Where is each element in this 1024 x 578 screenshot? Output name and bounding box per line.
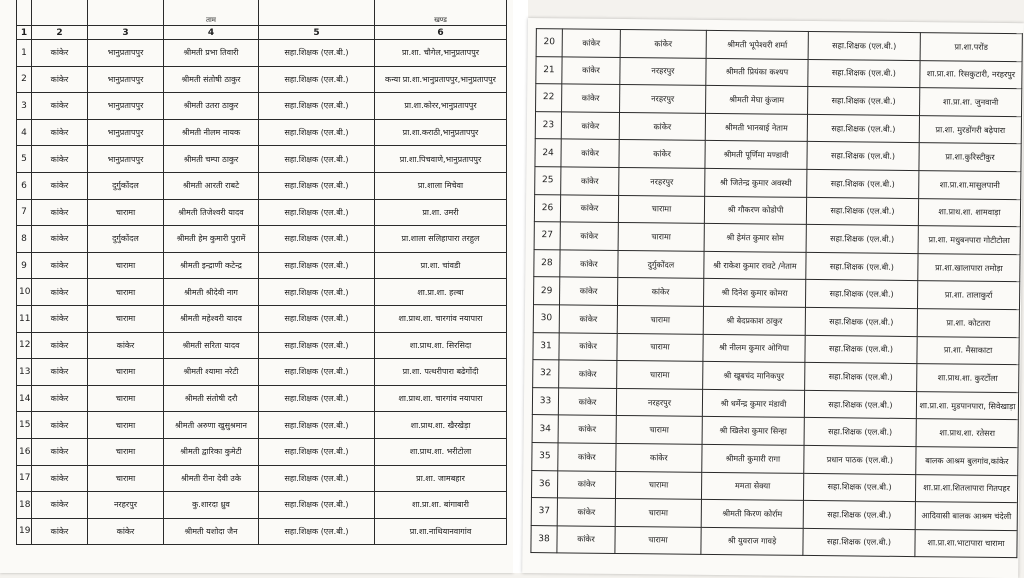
serial-number-cell: 25	[535, 167, 561, 195]
table-row	[17, 438, 507, 465]
table-row	[17, 492, 507, 519]
serial-number-cell: 24	[535, 139, 561, 167]
teacher-name-cell: श्रीमती हेम कुमारी पुरामें	[164, 226, 259, 253]
serial-number-cell: 1	[17, 40, 32, 67]
serial-number-cell: 7	[17, 199, 32, 226]
school-cell: प्रा.शा.खालापारा तमोड़ा	[918, 253, 1020, 282]
block-cell: चारामा	[617, 361, 703, 389]
post-cell: सहा.शिक्षक (एल.बी.)	[259, 518, 375, 545]
school-cell: प्रा.शा. जामबहार	[375, 465, 507, 492]
block-cell: चारामा	[88, 359, 164, 386]
block-cell: चारामा	[617, 333, 703, 361]
serial-number-cell: 19	[17, 518, 32, 545]
table-row	[17, 305, 507, 332]
block-cell: भानुप्रतापपुर	[88, 66, 164, 93]
header-fragment-col6: खण्ड	[375, 0, 507, 26]
teacher-name-cell: श्रीमती रीना देवी उके	[164, 465, 259, 492]
school-cell: प्रा.शा. मैसाकाटा	[917, 336, 1019, 365]
teacher-name-cell: श्रीमती उतरा ठाकुर	[164, 93, 259, 120]
serial-number-cell: 18	[17, 492, 32, 519]
school-cell: प्रा.शा.कुरिस्टीकुर	[919, 143, 1021, 172]
district-cell: कांकेर	[557, 526, 615, 554]
teacher-name-cell: श्रीमती किरण कोर्राम	[701, 499, 803, 528]
district-cell: कांकेर	[32, 40, 88, 67]
block-cell: कांकेर	[619, 140, 705, 168]
post-cell: सहा.शिक्षक (एल.बी.)	[259, 465, 375, 492]
serial-number-cell: 4	[17, 119, 32, 146]
table-row	[17, 119, 507, 146]
school-cell: शा.प्राथ.शा. सिरसिदा	[375, 332, 507, 359]
post-cell: सहा.शिक्षक (एल.बी.)	[807, 142, 919, 171]
post-cell: सहा.शिक्षक (एल.बी.)	[259, 359, 375, 386]
district-cell: कांकेर	[559, 277, 617, 305]
school-cell: प्रा.शा.पिचवाणे,भानुप्रतापपुर	[375, 146, 507, 173]
school-cell: शा.प्रा.शा. जुनवानी	[920, 88, 1022, 117]
serial-number-cell: 23	[535, 111, 561, 139]
table-row	[531, 525, 1017, 558]
district-cell: कांकेर	[32, 492, 88, 519]
teacher-name-cell: श्रीमती भानबाई नेताम	[705, 113, 807, 142]
table-row	[17, 199, 507, 226]
school-cell: बालक आश्रम बुलगांव,कांकेर	[916, 446, 1018, 475]
post-cell: सहा.शिक्षक (एल.बी.)	[804, 390, 916, 419]
block-cell: चारामा	[617, 305, 703, 333]
teacher-name-cell: श्री नीलम कुमार ओगिया	[703, 334, 805, 363]
post-cell: सहा.शिक्षक (एल.बी.)	[806, 252, 918, 281]
school-cell: प्रा.शा. चौगेल,भानुप्रतापपुर	[375, 40, 507, 67]
school-cell: शा.प्रा.शा.मासुलपानी	[919, 171, 1021, 200]
block-cell: चारामा	[88, 252, 164, 279]
district-cell: कांकेर	[560, 194, 618, 222]
column-number: 1	[17, 26, 32, 40]
serial-number-cell: 31	[533, 332, 559, 360]
serial-number-cell: 3	[17, 93, 32, 120]
column-number: 3	[88, 26, 164, 40]
school-cell: प्रा.शा. चांवडी	[375, 252, 507, 279]
teacher-name-cell: श्री खिलेश कुमार सिन्हा	[702, 417, 804, 446]
block-cell: कांकेर	[88, 518, 164, 545]
post-cell: सहा.शिक्षक (एल.बी.)	[807, 169, 919, 198]
block-cell: नरहरपुर	[620, 85, 706, 113]
school-cell: शा.प्रा.शा. बांगाबारी	[375, 492, 507, 519]
table-row	[17, 385, 507, 412]
post-cell: सहा.शिक्षक (एल.बी.)	[808, 59, 920, 88]
block-cell: भानुप्रतापपुर	[88, 40, 164, 67]
block-cell: नरहरपुर	[88, 492, 164, 519]
district-cell: कांकेर	[32, 66, 88, 93]
serial-number-cell: 10	[17, 279, 32, 306]
serial-number-cell: 38	[531, 525, 557, 553]
teacher-name-cell: श्री बेदप्रकाश ठाकुर	[703, 306, 805, 335]
serial-number-cell: 20	[536, 29, 562, 57]
teacher-name-cell: श्री खूबचंद मानिकपुर	[703, 361, 805, 390]
block-cell: चारामा	[88, 385, 164, 412]
post-cell: सहा.शिक्षक (एल.बी.)	[803, 473, 915, 502]
teacher-name-cell: श्रीमती प्रियंका कश्यप	[706, 58, 808, 87]
block-cell: कांकेर	[619, 112, 705, 140]
teacher-name-cell: श्रीमती आरती राबटे	[164, 172, 259, 199]
table-row	[17, 279, 507, 306]
serial-number-cell: 37	[531, 498, 557, 526]
block-cell: चारामा	[615, 526, 701, 554]
school-cell: शा.प्रा.शा. हल्बा	[375, 279, 507, 306]
district-cell: कांकेर	[561, 112, 619, 140]
teacher-name-cell: श्रीमती पूर्णिमा मण्डावी	[705, 141, 807, 170]
district-cell: कांकेर	[32, 279, 88, 306]
serial-number-cell: 22	[536, 84, 562, 112]
district-cell: कांकेर	[32, 172, 88, 199]
block-cell: चारामा	[618, 223, 704, 251]
district-cell: कांकेर	[32, 412, 88, 439]
block-cell: भानुप्रतापपुर	[88, 93, 164, 120]
table-row	[17, 66, 507, 93]
school-cell: शा.प्रा.शा. मुडपानपारा, सिवेखाड़ा	[916, 391, 1018, 420]
serial-number-cell: 14	[17, 385, 32, 412]
teacher-list-table-left	[16, 0, 507, 545]
table-row	[17, 332, 507, 359]
teacher-name-cell: श्रीमती इन्द्राणी कटेन्द्र	[164, 252, 259, 279]
district-cell: कांकेर	[560, 222, 618, 250]
block-cell: दुर्गुकोंदल	[88, 226, 164, 253]
school-cell: प्रा.शा. पत्थरीपारा बढेगोंदी	[375, 359, 507, 386]
post-cell: सहा.शिक्षक (एल.बी.)	[803, 501, 915, 530]
serial-number-cell: 26	[534, 194, 560, 222]
school-cell: शा.प्रा.शा.शितलापारा गितपहर	[915, 474, 1017, 503]
district-cell: कांकेर	[560, 250, 618, 278]
teacher-name-cell: श्री जितेन्द्र कुमार अवस्थी	[705, 168, 807, 197]
post-cell: सहा.शिक्षक (एल.बी.)	[805, 363, 917, 392]
district-cell: कांकेर	[32, 199, 88, 226]
post-cell: सहा.शिक्षक (एल.बी.)	[259, 412, 375, 439]
column-number: 6	[375, 26, 507, 40]
teacher-name-cell: श्री धर्मेन्द्र कुमार मंडावी	[702, 389, 804, 418]
school-cell: प्रा.शा.परोंड	[920, 33, 1022, 62]
teacher-name-cell: श्रीमती अरुणा खुसुश्रमान	[164, 412, 259, 439]
column-number: 5	[259, 26, 375, 40]
post-cell: सहा.शिक्षक (एल.बी.)	[259, 93, 375, 120]
school-cell: प्रा.शाला मिचेवा	[375, 172, 507, 199]
block-cell: चारामा	[616, 416, 702, 444]
school-cell: शा.प्राथ.शा. कुरर्टोला	[917, 364, 1019, 393]
post-cell: सहा.शिक्षक (एल.बी.)	[259, 146, 375, 173]
school-cell: कन्या प्रा.शा.भानुप्रतापपुर,भानुप्रतापपुर	[375, 66, 507, 93]
school-cell: शा.प्राथ.शा. भरीटोला	[375, 438, 507, 465]
block-cell: कांकेर	[88, 332, 164, 359]
block-cell: चारामा	[615, 499, 701, 527]
teacher-name-cell: श्रीमती संतोषी दरौ	[164, 385, 259, 412]
teacher-name-cell: श्रीमती भूपेश्वरी शर्मा	[706, 30, 808, 59]
school-cell: आदिवासी बालक आश्रम चंदेली	[915, 502, 1017, 531]
district-cell: कांकेर	[558, 388, 616, 416]
serial-number-cell: 8	[17, 226, 32, 253]
district-cell: कांकेर	[557, 470, 615, 498]
post-cell: सहा.शिक्षक (एल.बी.)	[807, 114, 919, 143]
district-cell: कांकेर	[561, 167, 619, 195]
school-cell: प्रा.शा. उमरी	[375, 199, 507, 226]
header-fragment-row	[17, 0, 507, 26]
district-cell: कांकेर	[32, 146, 88, 173]
teacher-name-cell: श्रीमती तिजेश्वरी यादव	[164, 199, 259, 226]
serial-number-cell: 5	[17, 146, 32, 173]
school-cell: शा.प्रा.शा.भाटापारा चारामा	[915, 529, 1017, 558]
serial-number-cell: 2	[17, 66, 32, 93]
column-number-row	[17, 26, 507, 40]
school-cell: प्रा.शाला सलिहापारा तरहुल	[375, 226, 507, 253]
district-cell: कांकेर	[32, 518, 88, 545]
post-cell: सहा.शिक्षक (एल.बी.)	[259, 40, 375, 67]
block-cell: चारामा	[615, 471, 701, 499]
teacher-name-cell: श्रीमती प्रभा तिवारी	[164, 40, 259, 67]
teacher-name-cell: श्रीमती द्वारिका कुमेटी	[164, 438, 259, 465]
teacher-name-cell: श्री गौकरण कोडोपी	[704, 196, 806, 225]
block-cell: चारामा	[88, 412, 164, 439]
school-cell: शा.प्राथ.शा. चारगांव नयापारा	[375, 385, 507, 412]
district-cell: कांकेर	[562, 84, 620, 112]
school-cell: शा.प्राथ.शा. चारगांव नयापारा	[375, 305, 507, 332]
district-cell: कांकेर	[32, 305, 88, 332]
table-row	[17, 252, 507, 279]
district-cell: कांकेर	[559, 305, 617, 333]
document-page-left	[0, 0, 513, 573]
block-cell: नरहरपुर	[619, 167, 705, 195]
district-cell: कांकेर	[559, 332, 617, 360]
column-number: 2	[32, 26, 88, 40]
serial-number-cell: 33	[532, 387, 558, 415]
block-cell: दुर्गुकोंदल	[618, 250, 704, 278]
block-cell: भानुप्रतापपुर	[88, 146, 164, 173]
post-cell: सहा.शिक्षक (एल.बी.)	[259, 279, 375, 306]
post-cell: सहा.शिक्षक (एल.बी.)	[259, 119, 375, 146]
teacher-name-cell: श्रीमती श्यामा नरेटी	[164, 359, 259, 386]
district-cell: कांकेर	[32, 438, 88, 465]
district-cell: कांकेर	[559, 360, 617, 388]
serial-number-cell: 34	[532, 415, 558, 443]
table-row	[17, 226, 507, 253]
school-cell: शा.प्राथ.शा. शामवाड़ा	[918, 198, 1020, 227]
block-cell: चारामा	[88, 438, 164, 465]
post-cell: सहा.शिक्षक (एल.बी.)	[259, 492, 375, 519]
serial-number-cell: 27	[534, 222, 560, 250]
teacher-name-cell: श्रीमती चम्पा ठाकुर	[164, 146, 259, 173]
post-cell: सहा.शिक्षक (एल.बी.)	[259, 305, 375, 332]
teacher-list-table-right	[530, 28, 1022, 558]
district-cell: कांकेर	[558, 415, 616, 443]
table-row	[17, 146, 507, 173]
post-cell: सहा.शिक्षक (एल.बी.)	[259, 172, 375, 199]
block-cell: चारामा	[88, 465, 164, 492]
post-cell: सहा.शिक्षक (एल.बी.)	[259, 66, 375, 93]
teacher-name-cell: श्री हेमंत कुमार सोम	[704, 224, 806, 253]
post-cell: सहा.शिक्षक (एल.बी.)	[259, 199, 375, 226]
column-number: 4	[164, 26, 259, 40]
post-cell: सहा.शिक्षक (एल.बी.)	[808, 31, 920, 60]
post-cell: सहा.शिक्षक (एल.बी.)	[805, 307, 917, 336]
serial-number-cell: 17	[17, 465, 32, 492]
school-cell: प्रा.शा. मुरडोंगरी बढ़ेपारा	[919, 115, 1021, 144]
block-cell: कांकेर	[620, 29, 706, 57]
table-row	[17, 465, 507, 492]
post-cell: सहा.शिक्षक (एल.बी.)	[805, 280, 917, 309]
document-page-right	[522, 18, 1024, 578]
serial-number-cell: 32	[533, 360, 559, 388]
school-cell: प्रा.शा. तालाकुर्रा	[917, 281, 1019, 310]
district-cell: कांकेर	[557, 498, 615, 526]
district-cell: कांकेर	[32, 226, 88, 253]
school-cell: प्रा.शा.नाथियानवागांव	[375, 518, 507, 545]
serial-number-cell: 16	[17, 438, 32, 465]
serial-number-cell: 12	[17, 332, 32, 359]
block-cell: नरहरपुर	[616, 388, 702, 416]
teacher-name-cell: श्रीमती नीलम नायक	[164, 119, 259, 146]
teacher-name-cell: श्रीमती यशोदा जैन	[164, 518, 259, 545]
school-cell: प्रा.शा. मधुबनपारा गोटीटोला	[918, 226, 1020, 255]
table-row	[17, 412, 507, 439]
teacher-name-cell: श्रीमती कुमारी रागा	[702, 444, 804, 473]
district-cell: कांकेर	[562, 29, 620, 57]
teacher-name-cell: श्री युवराज गावड़े	[701, 527, 803, 556]
teacher-name-cell: श्रीमती मेघा कुंजाम	[706, 86, 808, 115]
teacher-name-cell: श्रीमती संतोषी ठाकुर	[164, 66, 259, 93]
block-cell: चारामा	[618, 195, 704, 223]
serial-number-cell: 11	[17, 305, 32, 332]
block-cell: कांकेर	[617, 278, 703, 306]
block-cell: कांकेर	[616, 443, 702, 471]
table-row	[17, 518, 507, 545]
school-cell: शा.प्राथ.शा. रतेसरा	[916, 419, 1018, 448]
district-cell: कांकेर	[32, 119, 88, 146]
district-cell: कांकेर	[558, 443, 616, 471]
school-cell: प्रा.शा.कोरर,भानुप्रतापपुर	[375, 93, 507, 120]
district-cell: कांकेर	[32, 385, 88, 412]
school-cell: शा.प्राथ.शा. खैरखेड़ा	[375, 412, 507, 439]
district-cell: कांकेर	[32, 252, 88, 279]
block-cell: चारामा	[88, 305, 164, 332]
teacher-name-cell: श्री राकेश कुमार रावटे /नेताम	[704, 251, 806, 280]
post-cell: सहा.शिक्षक (एल.बी.)	[806, 225, 918, 254]
district-cell: कांकेर	[32, 93, 88, 120]
post-cell: प्रधान पाठक (एल.बी.)	[804, 445, 916, 474]
teacher-name-cell: श्रीमती श्रीदेवी नाग	[164, 279, 259, 306]
post-cell: सहा.शिक्षक (एल.बी.)	[803, 528, 915, 557]
school-cell: प्रा.शा. कोटतरा	[917, 309, 1019, 338]
post-cell: सहा.शिक्षक (एल.बी.)	[805, 335, 917, 364]
post-cell: सहा.शिक्षक (एल.बी.)	[804, 418, 916, 447]
teacher-name-cell: श्री दिनेश कुमार कोमरा	[703, 279, 805, 308]
table-row	[17, 359, 507, 386]
serial-number-cell: 36	[531, 470, 557, 498]
district-cell: कांकेर	[32, 465, 88, 492]
teacher-name-cell: ममता सेक्या	[701, 472, 803, 501]
block-cell: दुर्गुकोंदल	[88, 172, 164, 199]
district-cell: कांकेर	[32, 359, 88, 386]
district-cell: कांकेर	[561, 139, 619, 167]
table-row	[17, 40, 507, 67]
teacher-name-cell: कु.शारदा ध्रुव	[164, 492, 259, 519]
school-cell: शा.प्रा.शा. रिसकुटारी, नरहरपुर	[920, 60, 1022, 89]
block-cell: चारामा	[88, 199, 164, 226]
school-cell: प्रा.शा.कराठी,भानुप्रतापपुर	[375, 119, 507, 146]
serial-number-cell: 28	[534, 249, 560, 277]
post-cell: सहा.शिक्षक (एल.बी.)	[259, 252, 375, 279]
header-fragment-col4: ताम	[164, 0, 259, 26]
post-cell: सहा.शिक्षक (एल.बी.)	[808, 87, 920, 116]
post-cell: सहा.शिक्षक (एल.बी.)	[259, 226, 375, 253]
district-cell: कांकेर	[32, 332, 88, 359]
post-cell: सहा.शिक्षक (एल.बी.)	[259, 438, 375, 465]
district-cell: कांकेर	[562, 56, 620, 84]
serial-number-cell: 15	[17, 412, 32, 439]
serial-number-cell: 35	[532, 442, 558, 470]
post-cell: सहा.शिक्षक (एल.बी.)	[259, 385, 375, 412]
table-row	[17, 93, 507, 120]
serial-number-cell: 21	[536, 56, 562, 84]
serial-number-cell: 6	[17, 172, 32, 199]
serial-number-cell: 9	[17, 252, 32, 279]
post-cell: सहा.शिक्षक (एल.बी.)	[259, 332, 375, 359]
serial-number-cell: 13	[17, 359, 32, 386]
serial-number-cell: 30	[533, 305, 559, 333]
teacher-name-cell: श्रीमती महेश्वरी यादव	[164, 305, 259, 332]
block-cell: भानुप्रतापपुर	[88, 119, 164, 146]
serial-number-cell: 29	[534, 277, 560, 305]
teacher-name-cell: श्रीमती सरिता यादव	[164, 332, 259, 359]
post-cell: सहा.शिक्षक (एल.बी.)	[806, 197, 918, 226]
table-row	[17, 172, 507, 199]
block-cell: चारामा	[88, 279, 164, 306]
block-cell: नरहरपुर	[620, 57, 706, 85]
